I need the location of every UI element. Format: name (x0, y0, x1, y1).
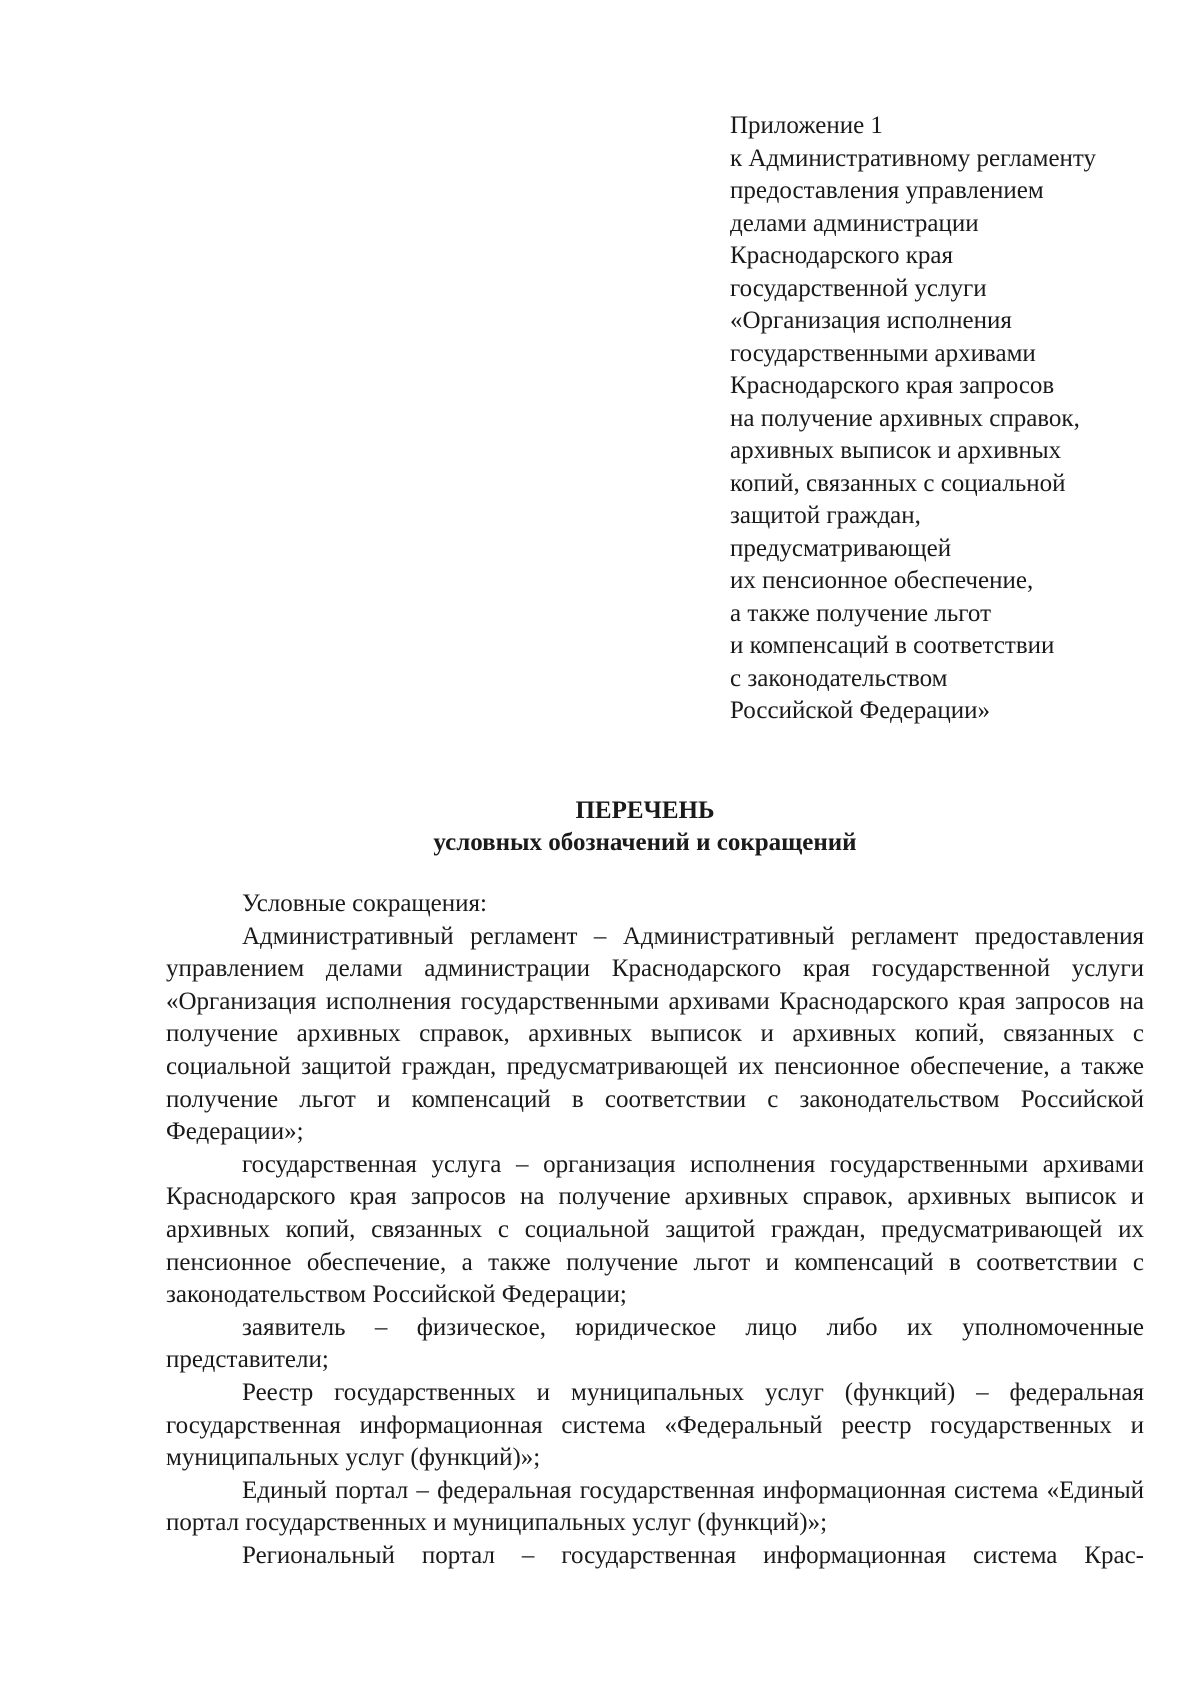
appendix-line: Российской Федерации» (730, 697, 991, 724)
appendix-block (730, 110, 1170, 728)
body-paragraph: Единый портал – федеральная государственная информационная система «Единый портал государственных и муниципальных услуг (функций)»; (166, 1476, 1144, 1537)
body-paragraph: государственная услуга – организация исполнения государственными архивами Краснодарского края запросов на получение архивных справок, архивных выписок и архивных копий, связанных с социальной защитой граждан, предусматривающей их пенсионное обеспечение, а также получение льгот и компенсаций в соответствии с законодательством Российской Федерации; (166, 1150, 1144, 1309)
body-paragraph: заявитель – физическое, юридическое лицо либо их уполномоченные представители; (166, 1313, 1144, 1374)
appendix-line: предусматривающей (730, 534, 952, 562)
body-paragraph: Условные сокращения: (242, 890, 487, 917)
body-paragraph: Реестр государственных и муниципальных услуг (функций) – федеральная государственная информационная система «Федеральный реестр государственных и муниципальных услуг (функций)»; (166, 1378, 1144, 1472)
appendix-line: Приложение 1 (730, 112, 883, 139)
appendix-line: предоставления управлением (730, 177, 1044, 204)
appendix-line: а также получение льгот (730, 599, 992, 627)
appendix-line: защитой граждан, (730, 502, 921, 529)
appendix-line: копий, связанных с социальной (730, 469, 1066, 497)
document-heading (0, 795, 1200, 859)
appendix-line: на получение архивных справок, (730, 404, 1080, 432)
appendix-line: делами администрации (730, 209, 979, 237)
document-body (166, 888, 1144, 1572)
appendix-line: и компенсаций в соответствии (730, 632, 1055, 659)
body-paragraph: Региональный портал – государственная информационная система Крас- (242, 1541, 1144, 1569)
appendix-line: архивных выписок и архивных (730, 437, 1062, 464)
appendix-line: государственной услуги (730, 274, 987, 302)
appendix-line: с законодательством (730, 664, 948, 692)
appendix-line: Краснодарского края (730, 242, 953, 269)
body-paragraph: Административный регламент – Административный регламент предоставления управлением делами администрации Краснодарского края государственной услуги «Организация исполнения государственными архивами Краснодарского края запросов на получение архивных справок, архивных выписок и архивных копий, связанных с социальной защитой граждан, предусматривающей их пенсионное обеспечение, а также получение льгот и компенсаций в соответствии с законодательством Российской Федерации»; (166, 922, 1144, 1146)
appendix-line: к Административному регламенту (730, 144, 1097, 172)
heading-title: ПЕРЕЧЕНЬ (575, 797, 715, 824)
appendix-line: государственными архивами (730, 339, 1036, 367)
appendix-line: Краснодарского края запросов (730, 372, 1055, 399)
appendix-line: «Организация исполнения (730, 307, 1012, 334)
heading-subtitle: условных обозначений и сокращений (433, 829, 857, 856)
appendix-line: их пенсионное обеспечение, (730, 567, 1034, 594)
